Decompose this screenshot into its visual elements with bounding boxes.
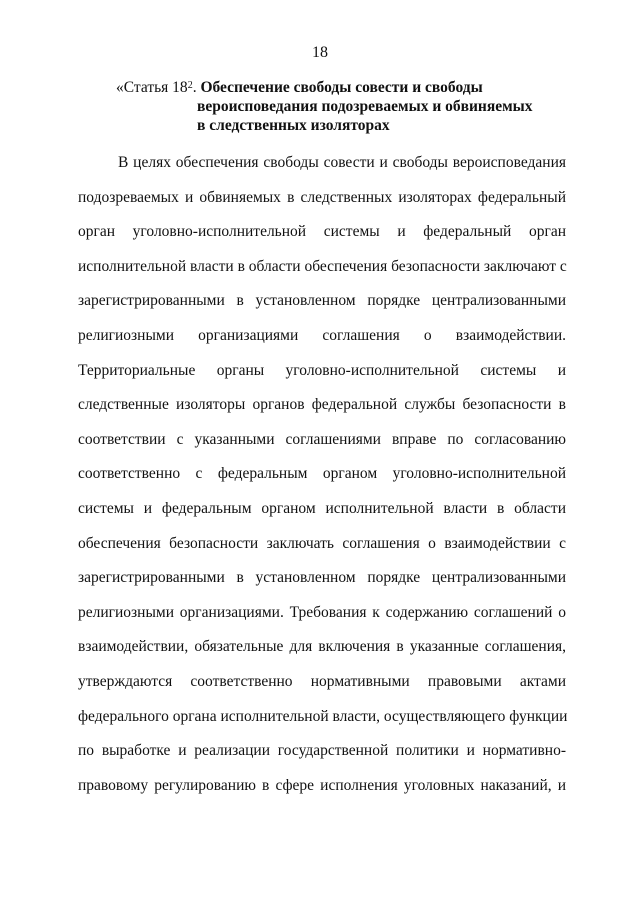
article-heading (116, 78, 576, 135)
body-line: взаимодействии, обязательные для включения в указанные соглашения, (78, 638, 566, 656)
body-line: по выработке и реализации государственной политики и нормативно- (78, 742, 566, 760)
body-line: Территориальные органы уголовно-исполнительной системы и (78, 361, 566, 379)
body-line: орган уголовно-исполнительной системы и федеральный орган (78, 223, 566, 241)
body-line: утверждаются соответственно нормативными правовыми актами (78, 672, 566, 690)
body-line: правовому регулированию в сфере исполнения уголовных наказаний, и (78, 776, 566, 794)
body-line: В целях обеспечения свободы совести и свободы вероисповедания (118, 154, 566, 171)
page-number: 18 (312, 44, 328, 61)
body-line: соответственно с федеральным органом уголовно-исполнительной (78, 465, 566, 483)
body-line: обеспечения безопасности заключать соглашения о взаимодействии с (78, 534, 566, 552)
body-line: следственные изоляторы органов федеральной службы безопасности в (78, 396, 566, 414)
article-label (116, 79, 197, 96)
article-prefix: «Статья 18 (116, 79, 188, 96)
body-line: религиозными организациями. Требования к содержанию соглашений о (78, 603, 566, 621)
article-title-line1: Обеспечение свободы совести и свободы (200, 79, 483, 96)
body-line: зарегистрированными в установленном порядке централизованными (78, 292, 566, 310)
body-line: системы и федеральным органом исполнительной власти в области (78, 499, 566, 517)
body-line: религиозными организациями соглашения о взаимодействии. (78, 326, 566, 344)
body-line: подозреваемых и обвиняемых в следственных изоляторах федеральный (78, 188, 566, 206)
article-title-line2: вероисповедания подозреваемых и обвиняемых (197, 98, 533, 115)
article-suffix: . (192, 79, 197, 96)
body-line: исполнительной власти в области обеспечения безопасности заключают с (78, 257, 567, 275)
body-line: федерального органа исполнительной власти, осуществляющего функции (78, 707, 568, 725)
article-superscript: 2 (187, 80, 193, 91)
body-line: зарегистрированными в установленном порядке централизованными (78, 569, 566, 587)
article-title-line3: в следственных изоляторах (197, 117, 390, 134)
article-body (78, 150, 566, 807)
body-line: соответствии с указанными соглашениями вправе по согласованию (78, 430, 566, 448)
